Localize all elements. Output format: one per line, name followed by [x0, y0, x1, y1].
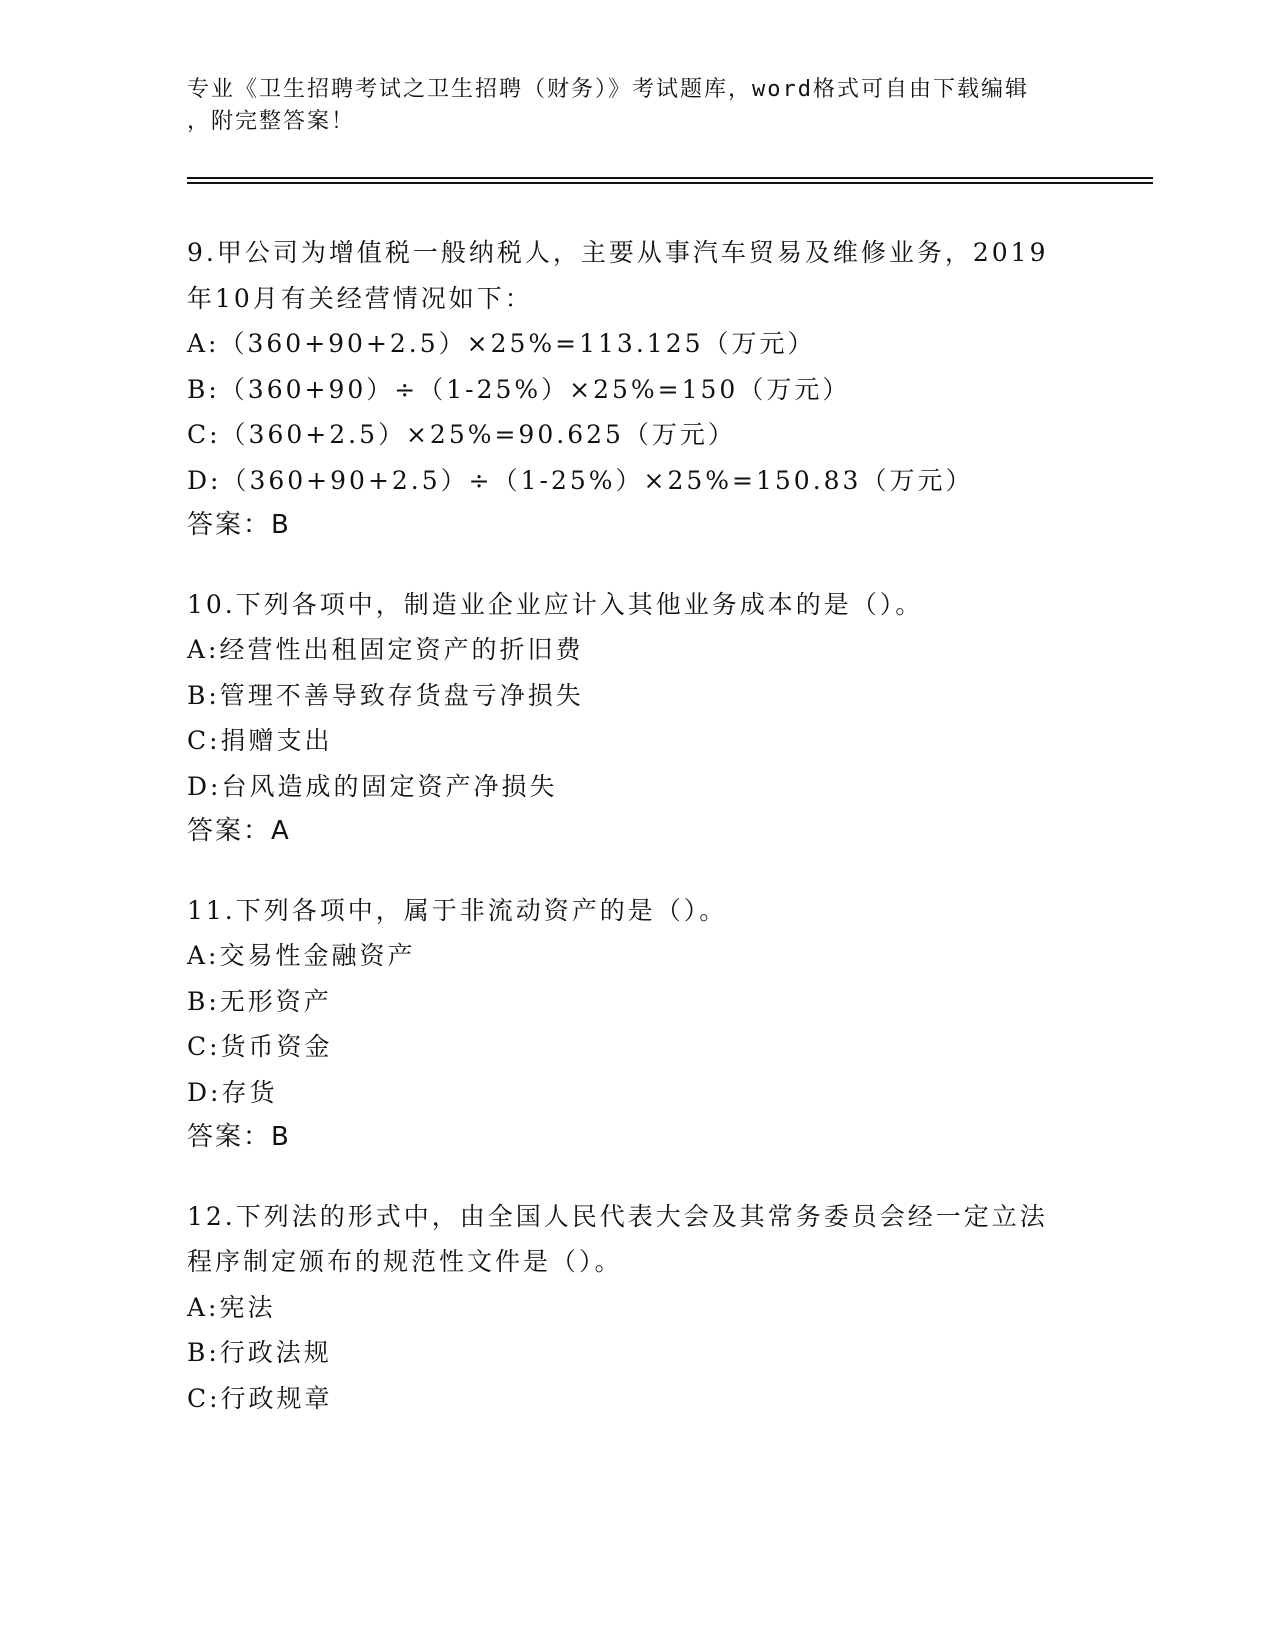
option-b: B:行政法规 [187, 1338, 332, 1367]
option-c: C:捐赠支出 [187, 726, 333, 755]
option-d: D:存货 [187, 1077, 278, 1107]
answer: 答案：B [187, 1122, 291, 1152]
header-divider-top [187, 177, 1153, 179]
option-a: A:（360+90+2.5）×25%=113.125（万元） [187, 329, 816, 358]
question-list [187, 230, 1107, 1454]
question-stem: 10.下列各项中，制造业企业应计入其他业务成本的是（）。 [187, 589, 924, 619]
option-c: C:（360+2.5）×25%=90.625（万元） [187, 420, 736, 449]
question-stem: 年10月有关经营情况如下： [187, 283, 533, 313]
option-b: B:无形资产 [187, 986, 332, 1016]
header-divider-bottom [187, 182, 1153, 184]
question-stem: 12.下列法的形式中，由全国人民代表大会及其常务委员会经一定立法 [187, 1201, 1048, 1231]
option-c: C:行政规章 [187, 1383, 333, 1413]
answer: 答案：A [187, 816, 291, 846]
document-header [187, 74, 1087, 138]
question-11 [187, 888, 1107, 1161]
header-line-1: 专业《卫生招聘考试之卫生招聘（财务）》考试题库，word格式可自由下载编辑 [187, 77, 1029, 102]
question-9 [187, 230, 1107, 549]
option-c: C:货币资金 [187, 1032, 333, 1061]
question-10 [187, 582, 1107, 855]
header-line-2: ，附完整答案！ [187, 109, 356, 134]
question-stem: 11.下列各项中，属于非流动资产的是（）。 [187, 895, 728, 925]
option-d: D:台风造成的固定资产净损失 [187, 771, 558, 801]
option-a: A:经营性出租固定资产的折旧费 [187, 635, 584, 664]
question-stem: 程序制定颁布的规范性文件是（）。 [187, 1247, 623, 1276]
question-stem: 9.甲公司为增值税一般纳税人，主要从事汽车贸易及维修业务，2019 [187, 238, 1049, 267]
option-b: B:管理不善导致存货盘亏净损失 [187, 680, 584, 710]
answer: 答案：B [187, 510, 291, 540]
option-b: B:（360+90）÷（1-25%）×25%=150（万元） [187, 374, 851, 404]
option-d: D:（360+90+2.5）÷（1-25%）×25%=150.83（万元） [187, 465, 974, 495]
question-12 [187, 1194, 1107, 1422]
option-a: A:宪法 [187, 1292, 276, 1322]
option-a: A:交易性金融资产 [187, 941, 416, 970]
